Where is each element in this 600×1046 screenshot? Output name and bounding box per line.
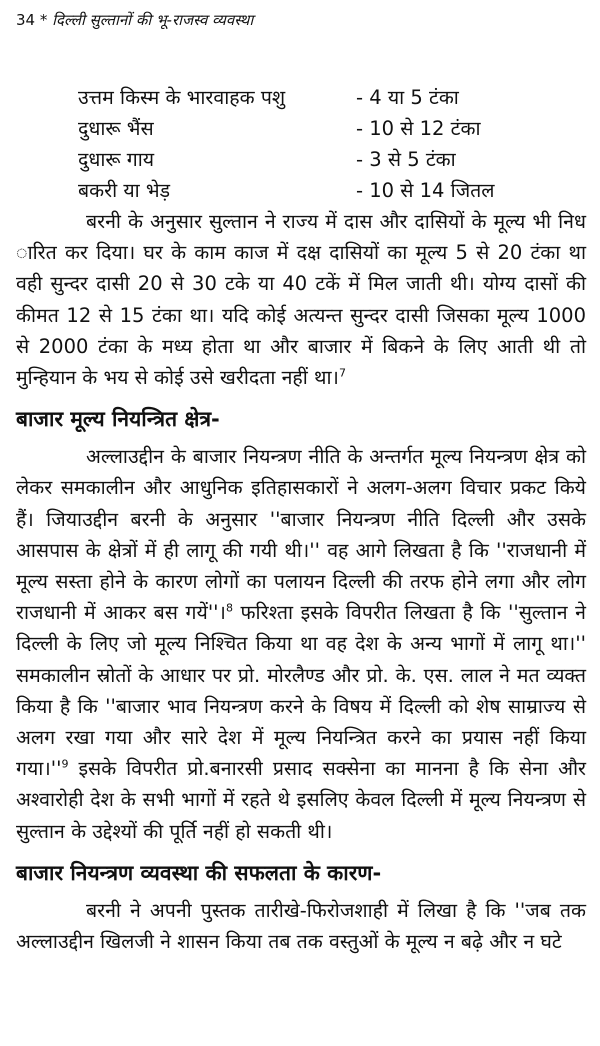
price-value: - 10 से 14 जितल xyxy=(356,179,495,202)
paragraph-success-reasons xyxy=(16,895,586,957)
price-item: दुधारू भैंस xyxy=(78,117,154,140)
price-item: उत्तम किस्म के भारवाहक पशु xyxy=(78,86,286,109)
book-title: दिल्ली सुल्तानों की भू-राजस्व व्यवस्था xyxy=(52,11,254,29)
price-list xyxy=(62,82,582,206)
paragraph-text: इसके विपरीत प्रो.बनारसी प्रसाद सक्सेना का मानना है कि सेना और अश्वारोही देश के सभी भागों में रहते थे इसलिए केवल दिल्ली में मूल्य नियन्त्रण से सुल्तान के उद्देश्यों की पूर्ति नहीं हो सकती थी। xyxy=(16,757,586,843)
price-item: बकरी या भेड़ xyxy=(78,179,171,202)
price-value: - 4 या 5 टंका xyxy=(356,86,459,109)
price-item: दुधारू गाय xyxy=(78,148,155,171)
paragraph-slave-prices xyxy=(16,206,586,393)
running-header xyxy=(16,10,253,30)
price-value: - 10 से 12 टंका xyxy=(356,117,481,140)
paragraph-text: अल्लाउद्दीन के बाजार नियन्त्रण नीति के अन्तर्गत मूल्य नियन्त्रण क्षेत्र को लेकर समकालीन और आधुनिक इतिहासकारों ने अलग-अलग विचार प्रकट किये हैं। जियाउद्दीन बरनी के अनुसार ''बाजार नियन्त्रण नीति दिल्ली और उसके आसपास के क्षेत्रों में ही लागू की गयी थी।'' वह आगे लिखता है कि ''राजधानी में मूल्य सस्ता होने के कारण लोगों का पलायन दिल्ली की तरफ होने लगा और लोग राजधानी में आकर बस गयें''। xyxy=(16,445,586,625)
header-separator: * xyxy=(39,11,48,29)
footnote-ref-7: 7 xyxy=(338,366,346,380)
footnote-ref-8: 8 xyxy=(225,601,233,615)
section-heading-price-control-area: बाजार मूल्य नियन्त्रित क्षेत्र- xyxy=(16,407,220,432)
section-heading-success-reasons: बाजार नियन्त्रण व्यवस्था की सफलता के कारण- xyxy=(16,860,382,885)
paragraph-price-control-area xyxy=(16,441,586,847)
page-number: 34 xyxy=(16,11,36,29)
footnote-ref-9: 9 xyxy=(61,757,69,771)
paragraph-text: फरिश्ता इसके विपरीत लिखता है कि ''सुल्तान ने दिल्ली के लिए जो मूल्य निश्चित किया था वह देश के अन्य भागों में लागू था।'' समकालीन स्रोतों के आधार पर प्रो. मोरलैण्ड और प्रो. के. एस. लाल ने मत व्यक्त किया है कि ''बाजार भाव नियन्त्रण करने के विषय में दिल्ली को शेष साम्राज्य से अलग रखा गया और सारे देश में मूल्य नियन्त्रित करने का प्रयास नहीं किया गया।'' xyxy=(16,601,586,781)
paragraph-text: बरनी के अनुसार सुल्तान ने राज्य में दास और दासियों के मूल्य भी निध ारित कर दिया। घर के काम काज में दक्ष दासियों का मूल्य 5 से 20 टंका था वही सुन्दर दासी 20 से 30 टके या 40 टकें में मिल जाती थी। योग्य दासों की कीमत 12 से 15 टंका था। यदि कोई अत्यन्त सुन्दर दासी जिसका मूल्य 1000 से 2000 टंका के मध्य होता था और बाजार में बिकने के लिए आती थी तो मुन्हियान के भय से कोई उसे खरीदता नहीं था। xyxy=(16,210,586,390)
body-text xyxy=(16,206,586,957)
price-row xyxy=(62,82,582,113)
price-row xyxy=(62,113,582,144)
price-row xyxy=(62,175,582,206)
price-value: - 3 से 5 टंका xyxy=(356,148,456,171)
price-row xyxy=(62,144,582,175)
paragraph-text: बरनी ने अपनी पुस्तक तारीखे-फिरोजशाही में लिखा है कि ''जब तक अल्लाउद्दीन खिलजी ने शासन किया तब तक वस्तुओं के मूल्य न बढ़े और न घटे xyxy=(16,898,586,954)
